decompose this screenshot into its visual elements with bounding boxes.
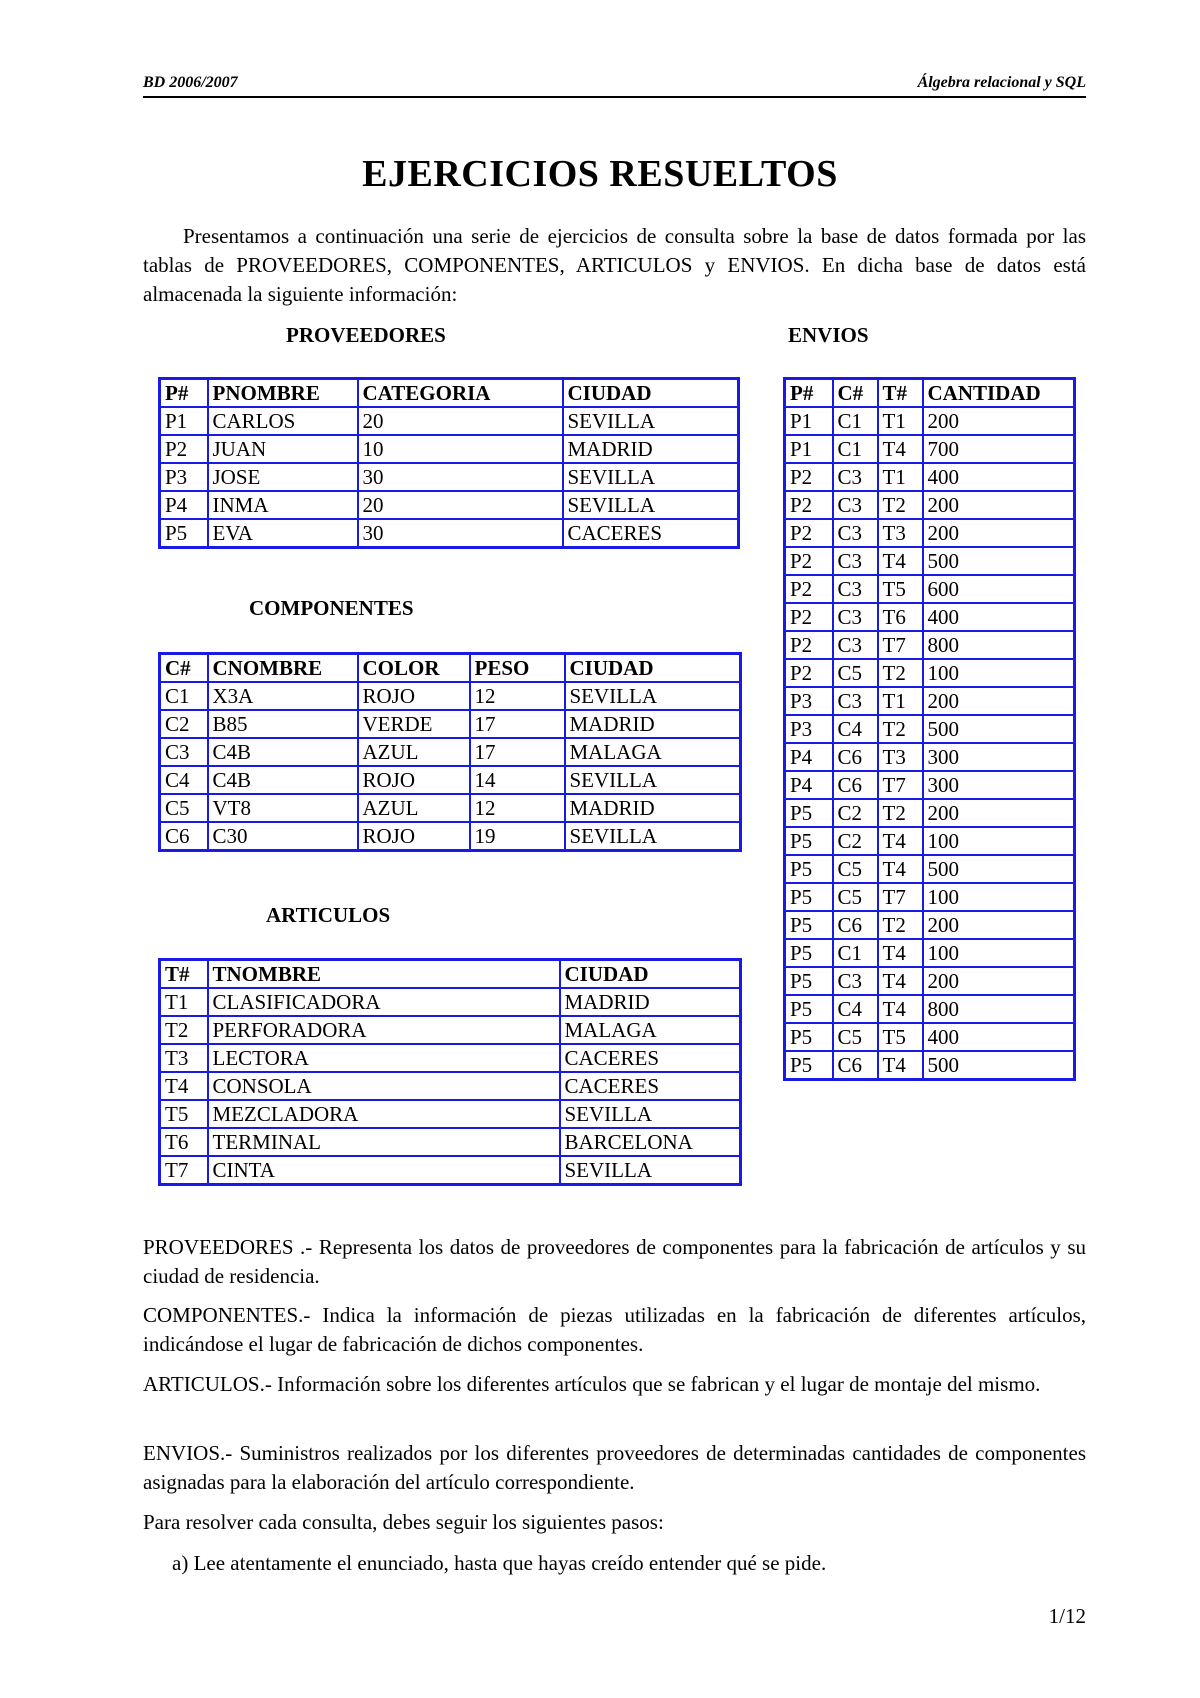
table-row (785, 463, 1075, 491)
table-cell: 800 (923, 995, 1075, 1023)
table-cell: P5 (785, 939, 833, 967)
table-row (160, 1100, 741, 1128)
table-cell: C5 (833, 659, 878, 687)
description-envios: ENVIOS.- Suministros realizados por los diferentes proveedores de determinadas cantidades de componentes asignadas para la elaboración del artículo correspondiente. (143, 1441, 1086, 1494)
table-cell: P5 (785, 827, 833, 855)
description-proveedores: PROVEEDORES .- Representa los datos de proveedores de componentes para la fabricación de artículos y su ciudad de residencia. (143, 1235, 1086, 1288)
table-cell: P4 (785, 743, 833, 771)
table-cell: P5 (785, 911, 833, 939)
table-cell: CACERES (560, 1072, 741, 1100)
table-row (785, 1023, 1075, 1051)
column-header: T# (160, 960, 208, 989)
table-cell: 500 (923, 715, 1075, 743)
table-cell: T7 (160, 1156, 208, 1185)
table-row (785, 771, 1075, 799)
table-cell: 400 (923, 1023, 1075, 1051)
table-row (160, 822, 741, 851)
table-cell: 600 (923, 575, 1075, 603)
table-row (785, 827, 1075, 855)
table-cell: C3 (833, 519, 878, 547)
table-cell: T6 (878, 603, 923, 631)
table-cell: P5 (785, 967, 833, 995)
column-header: CIUDAD (565, 654, 741, 683)
page-header (143, 72, 1086, 98)
table-cell: P1 (160, 407, 208, 435)
table-cell: 17 (470, 710, 565, 738)
table-cell: 200 (923, 967, 1075, 995)
table-cell: T7 (878, 631, 923, 659)
table-cell: 100 (923, 827, 1075, 855)
table-cell: T2 (878, 659, 923, 687)
table-cell: 30 (358, 463, 563, 491)
table-row (160, 1156, 741, 1185)
table-cell: EVA (208, 519, 358, 548)
table-row (785, 939, 1075, 967)
table-row (785, 995, 1075, 1023)
table-cell: T2 (878, 799, 923, 827)
table-cell: C3 (833, 547, 878, 575)
table-cell: 12 (470, 682, 565, 710)
table-cell: 200 (923, 911, 1075, 939)
table-row (160, 1044, 741, 1072)
table-cell: C1 (833, 407, 878, 435)
table-cell: P1 (785, 435, 833, 463)
table-cell: P2 (785, 631, 833, 659)
table-cell: C3 (160, 738, 208, 766)
table-row (785, 407, 1075, 435)
table-row (785, 911, 1075, 939)
table-cell: P2 (785, 519, 833, 547)
table-cell: C4 (833, 715, 878, 743)
table-cell: T4 (878, 1051, 923, 1080)
table-cell: P5 (160, 519, 208, 548)
table-cell: T2 (878, 491, 923, 519)
column-header: TNOMBRE (208, 960, 560, 989)
step-a: a) Lee atentamente el enunciado, hasta que hayas creído entender qué se pide. (172, 1551, 827, 1575)
table-cell: INMA (208, 491, 358, 519)
table-row (785, 519, 1075, 547)
table-row (785, 631, 1075, 659)
table-row (160, 766, 741, 794)
table-cell: P5 (785, 995, 833, 1023)
table-cell: T4 (878, 995, 923, 1023)
table-cell: T3 (878, 743, 923, 771)
column-header: P# (785, 379, 833, 408)
table-row (785, 603, 1075, 631)
table-cell: C3 (833, 463, 878, 491)
table-cell: 500 (923, 855, 1075, 883)
header-right: Álgebra relacional y SQL (917, 74, 1086, 91)
table-cell: P2 (785, 575, 833, 603)
table-cell: AZUL (358, 738, 470, 766)
table-row (160, 1128, 741, 1156)
table-cell: SEVILLA (560, 1156, 741, 1185)
column-header: CNOMBRE (208, 654, 358, 683)
componentes-table (158, 652, 742, 852)
table-row (785, 547, 1075, 575)
table-header-row (160, 654, 741, 683)
table-cell: 200 (923, 491, 1075, 519)
table-row (785, 743, 1075, 771)
steps-intro: Para resolver cada consulta, debes seguir los siguientes pasos: (143, 1510, 664, 1534)
table-cell: CACERES (563, 519, 739, 548)
table-cell: C3 (833, 967, 878, 995)
table-row (160, 988, 741, 1016)
table-cell: C3 (833, 575, 878, 603)
table-cell: 100 (923, 883, 1075, 911)
table-cell: ROJO (358, 682, 470, 710)
table-row (160, 1016, 741, 1044)
table-cell: C5 (833, 1023, 878, 1051)
table-row (160, 519, 739, 548)
table-header-row (785, 379, 1075, 408)
table-cell: SEVILLA (565, 766, 741, 794)
proveedores-table (158, 377, 740, 549)
table-cell: P1 (785, 407, 833, 435)
table-cell: T6 (160, 1128, 208, 1156)
table-cell: 300 (923, 771, 1075, 799)
table-cell: C1 (833, 435, 878, 463)
table-cell: TERMINAL (208, 1128, 560, 1156)
table-row (785, 435, 1075, 463)
table-cell: 200 (923, 519, 1075, 547)
table-cell: CINTA (208, 1156, 560, 1185)
table-cell: SEVILLA (563, 491, 739, 519)
table-cell: 12 (470, 794, 565, 822)
table-cell: B85 (208, 710, 358, 738)
table-cell: C6 (833, 911, 878, 939)
table-cell: C6 (833, 743, 878, 771)
table-cell: C6 (833, 1051, 878, 1080)
table-cell: C4B (208, 738, 358, 766)
envios-title: ENVIOS (788, 323, 869, 347)
componentes-title: COMPONENTES (249, 596, 414, 620)
column-header: C# (833, 379, 878, 408)
table-cell: 200 (923, 407, 1075, 435)
table-cell: LECTORA (208, 1044, 560, 1072)
table-cell: T4 (878, 547, 923, 575)
column-header: T# (878, 379, 923, 408)
column-header: PNOMBRE (208, 379, 358, 408)
table-cell: P5 (785, 883, 833, 911)
table-cell: C3 (833, 491, 878, 519)
table-cell: P3 (785, 715, 833, 743)
table-cell: C2 (160, 710, 208, 738)
table-row (160, 435, 739, 463)
table-row (785, 1051, 1075, 1080)
table-cell: C3 (833, 603, 878, 631)
table-cell: AZUL (358, 794, 470, 822)
table-row (785, 659, 1075, 687)
table-cell: 500 (923, 547, 1075, 575)
table-row (785, 855, 1075, 883)
table-cell: T2 (878, 911, 923, 939)
table-cell: C2 (833, 799, 878, 827)
description-articulos: ARTICULOS.- Información sobre los diferentes artículos que se fabrican y el lugar de montaje del mismo. (143, 1372, 1041, 1396)
table-cell: JUAN (208, 435, 358, 463)
table-cell: 100 (923, 659, 1075, 687)
table-cell: T7 (878, 883, 923, 911)
page-title: EJERCICIOS RESUELTOS (362, 153, 838, 195)
column-header: P# (160, 379, 208, 408)
table-cell: P2 (785, 659, 833, 687)
table-cell: VERDE (358, 710, 470, 738)
table-cell: 200 (923, 687, 1075, 715)
table-cell: 400 (923, 603, 1075, 631)
table-cell: T4 (878, 827, 923, 855)
envios-table (783, 377, 1076, 1081)
table-cell: C6 (160, 822, 208, 851)
articulos-title: ARTICULOS (266, 903, 391, 927)
table-cell: C30 (208, 822, 358, 851)
table-cell: P3 (160, 463, 208, 491)
table-row (160, 463, 739, 491)
table-cell: BARCELONA (560, 1128, 741, 1156)
table-cell: T7 (878, 771, 923, 799)
table-cell: T4 (878, 435, 923, 463)
table-cell: MALAGA (565, 738, 741, 766)
table-cell: P5 (785, 855, 833, 883)
table-cell: PERFORADORA (208, 1016, 560, 1044)
table-cell: T4 (878, 939, 923, 967)
table-cell: ROJO (358, 822, 470, 851)
table-cell: C1 (160, 682, 208, 710)
table-cell: T4 (878, 967, 923, 995)
table-cell: C3 (833, 687, 878, 715)
intro-paragraph: Presentamos a continuación una serie de ejercicios de consulta sobre la base de datos formada por las tablas de PROVEEDORES, COMPONENTES, ARTICULOS y ENVIOS. En dicha base de datos está almacenada la siguiente información: (143, 224, 1086, 306)
table-row (785, 575, 1075, 603)
table-row (160, 682, 741, 710)
table-cell: C5 (833, 883, 878, 911)
table-cell: P2 (785, 491, 833, 519)
page-number: 1/12 (1048, 1604, 1086, 1628)
articulos-table (158, 958, 742, 1186)
table-row (160, 407, 739, 435)
table-cell: T3 (878, 519, 923, 547)
table-cell: 30 (358, 519, 563, 548)
table-cell: 14 (470, 766, 565, 794)
table-header-row (160, 379, 739, 408)
table-row (785, 687, 1075, 715)
table-cell: T5 (160, 1100, 208, 1128)
table-cell: 500 (923, 1051, 1075, 1080)
table-cell: MALAGA (560, 1016, 741, 1044)
table-row (160, 738, 741, 766)
table-cell: 700 (923, 435, 1075, 463)
table-cell: C5 (160, 794, 208, 822)
table-cell: CARLOS (208, 407, 358, 435)
table-cell: P2 (785, 603, 833, 631)
header-left: BD 2006/2007 (143, 74, 238, 91)
table-cell: MADRID (565, 794, 741, 822)
table-cell: C4B (208, 766, 358, 794)
table-cell: SEVILLA (565, 682, 741, 710)
table-cell: T5 (878, 1023, 923, 1051)
table-cell: 300 (923, 743, 1075, 771)
table-cell: 10 (358, 435, 563, 463)
table-cell: 19 (470, 822, 565, 851)
table-cell: C4 (160, 766, 208, 794)
table-cell: C1 (833, 939, 878, 967)
table-cell: CLASIFICADORA (208, 988, 560, 1016)
column-header: CIUDAD (560, 960, 741, 989)
table-cell: CONSOLA (208, 1072, 560, 1100)
table-cell: T4 (878, 855, 923, 883)
table-row (160, 794, 741, 822)
table-cell: SEVILLA (563, 407, 739, 435)
table-cell: C3 (833, 631, 878, 659)
table-cell: 100 (923, 939, 1075, 967)
table-cell: P5 (785, 799, 833, 827)
table-cell: JOSE (208, 463, 358, 491)
table-cell: P4 (160, 491, 208, 519)
table-cell: VT8 (208, 794, 358, 822)
column-header: CANTIDAD (923, 379, 1075, 408)
table-cell: C4 (833, 995, 878, 1023)
table-cell: T2 (878, 715, 923, 743)
table-cell: P2 (785, 463, 833, 491)
table-cell: T5 (878, 575, 923, 603)
table-cell: P3 (785, 687, 833, 715)
table-cell: C5 (833, 855, 878, 883)
description-componentes: COMPONENTES.- Indica la información de piezas utilizadas en la fabricación de diferentes artículos, indicándose el lugar de fabricación de dichos componentes. (143, 1303, 1086, 1356)
table-cell: ROJO (358, 766, 470, 794)
table-row (785, 967, 1075, 995)
table-cell: MEZCLADORA (208, 1100, 560, 1128)
table-cell: T1 (160, 988, 208, 1016)
table-cell: T1 (878, 687, 923, 715)
table-cell: P4 (785, 771, 833, 799)
table-cell: T1 (878, 463, 923, 491)
table-cell: 17 (470, 738, 565, 766)
table-row (785, 799, 1075, 827)
table-cell: MADRID (565, 710, 741, 738)
table-row (785, 491, 1075, 519)
table-row (160, 710, 741, 738)
proveedores-title: PROVEEDORES (286, 323, 446, 347)
table-cell: T2 (160, 1016, 208, 1044)
table-cell: CACERES (560, 1044, 741, 1072)
table-cell: X3A (208, 682, 358, 710)
table-cell: 400 (923, 463, 1075, 491)
table-row (160, 491, 739, 519)
table-row (785, 883, 1075, 911)
column-header: COLOR (358, 654, 470, 683)
table-row (160, 1072, 741, 1100)
column-header: PESO (470, 654, 565, 683)
table-cell: SEVILLA (565, 822, 741, 851)
column-header: C# (160, 654, 208, 683)
table-cell: P2 (785, 547, 833, 575)
column-header: CIUDAD (563, 379, 739, 408)
table-cell: 20 (358, 491, 563, 519)
table-header-row (160, 960, 741, 989)
table-cell: MADRID (563, 435, 739, 463)
table-cell: P2 (160, 435, 208, 463)
table-row (785, 715, 1075, 743)
column-header: CATEGORIA (358, 379, 563, 408)
table-cell: SEVILLA (563, 463, 739, 491)
table-cell: 200 (923, 799, 1075, 827)
table-cell: P5 (785, 1023, 833, 1051)
table-cell: T4 (160, 1072, 208, 1100)
table-cell: MADRID (560, 988, 741, 1016)
table-cell: SEVILLA (560, 1100, 741, 1128)
table-cell: C6 (833, 771, 878, 799)
table-cell: C2 (833, 827, 878, 855)
table-cell: 800 (923, 631, 1075, 659)
table-cell: P5 (785, 1051, 833, 1080)
table-cell: T1 (878, 407, 923, 435)
table-cell: 20 (358, 407, 563, 435)
table-cell: T3 (160, 1044, 208, 1072)
